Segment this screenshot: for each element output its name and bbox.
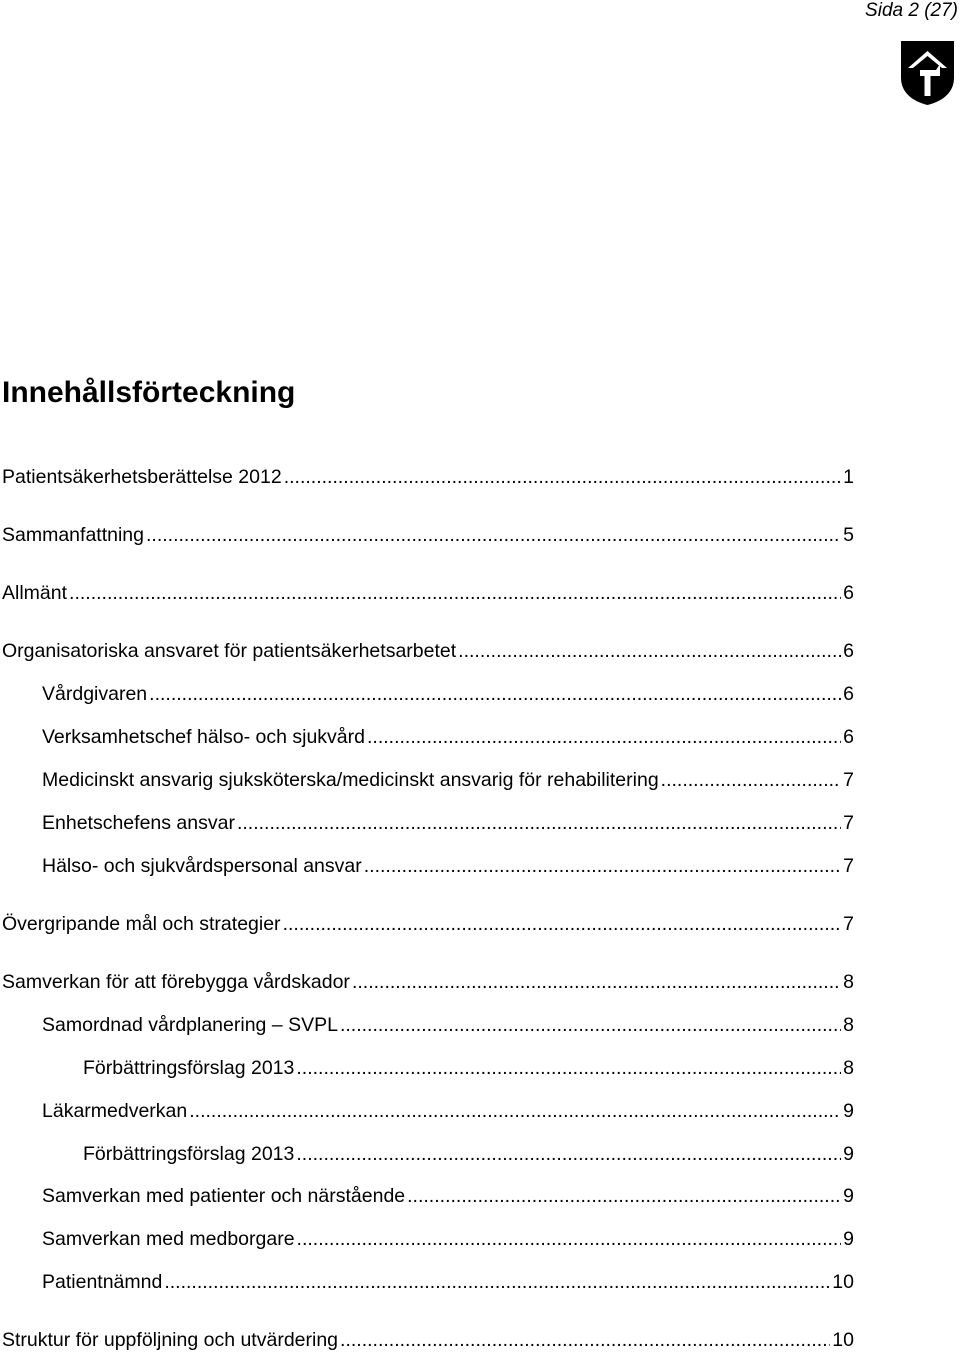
toc-entry[interactable] (42, 683, 854, 709)
toc-entry-title: Struktur för uppföljning och utvärdering (2, 1329, 339, 1351)
toc-leader-dots (407, 1185, 841, 1208)
toc-leader-dots (296, 1057, 841, 1080)
toc-leader-dots (283, 913, 842, 936)
toc-entry-title: Hälso- och sjukvårdspersonal ansvar (42, 855, 362, 877)
toc-leader-dots (661, 769, 841, 792)
toc-leader-dots (297, 1228, 842, 1251)
toc-entry-page: 9 (843, 1143, 854, 1165)
toc-entry-page: 6 (843, 683, 854, 705)
toc-entry[interactable] (42, 1100, 854, 1126)
toc-entry-title: Läkarmedverkan (42, 1100, 188, 1122)
toc-entry[interactable] (42, 726, 854, 752)
toc-leader-dots (189, 1100, 841, 1123)
toc-entry-title: Samverkan med patienter och närstående (42, 1185, 406, 1207)
toc-entry-page: 9 (843, 1185, 854, 1207)
toc-entry-page: 9 (843, 1100, 854, 1122)
toc-heading: Innehållsförteckning (2, 376, 296, 409)
toc-entry-title: Allmänt (2, 582, 68, 604)
toc-entry-title: Organisatoriska ansvaret för patientsäkerhetsarbetet (2, 640, 457, 662)
toc-leader-dots (69, 582, 841, 605)
toc-entry[interactable] (42, 1228, 854, 1254)
toc-entry[interactable] (2, 524, 854, 550)
toc-entry[interactable] (2, 582, 854, 608)
toc-entry[interactable] (2, 913, 854, 939)
toc-leader-dots (296, 1143, 841, 1166)
toc-entry-page: 7 (843, 855, 854, 877)
toc-entry-title: Verksamhetschef hälso- och sjukvård (42, 726, 365, 748)
toc-leader-dots (340, 1014, 841, 1037)
toc-entry-page: 6 (843, 726, 854, 748)
toc-leader-dots (352, 971, 841, 994)
toc-leader-dots (149, 683, 841, 706)
toc-entry-title: Övergripande mål och strategier (2, 913, 281, 935)
toc-entry[interactable] (42, 812, 854, 838)
toc-entry-title: Enhetschefens ansvar (42, 812, 235, 834)
toc-entry-page: 1 (843, 466, 854, 488)
toc-entry-page: 5 (843, 524, 854, 546)
toc-leader-dots (367, 726, 841, 749)
toc-entry-title: Samverkan för att förebygga vårdskador (2, 971, 350, 993)
toc-entry-title: Sammanfattning (2, 524, 144, 546)
toc-leader-dots (340, 1329, 830, 1352)
toc-entry[interactable] (83, 1057, 854, 1083)
toc-entry-title: Förbättringsförslag 2013 (83, 1057, 295, 1079)
toc-entry-title: Patientnämnd (42, 1271, 163, 1293)
toc-leader-dots (364, 855, 841, 878)
toc-entry-title: Samordnad vårdplanering – SVPL (42, 1014, 338, 1036)
toc-entry[interactable] (83, 1143, 854, 1169)
toc-entry-page: 7 (843, 769, 854, 791)
toc-entry[interactable] (2, 1329, 854, 1355)
page-number: Sida 2 (27) (865, 0, 958, 21)
toc-entry-page: 7 (843, 812, 854, 834)
toc-entry-page: 8 (843, 971, 854, 993)
toc-entry-title: Vårdgivaren (42, 683, 148, 705)
toc-entry[interactable] (2, 466, 854, 492)
toc-leader-dots (146, 524, 841, 547)
toc-entry[interactable] (2, 971, 854, 997)
toc-entry-title: Förbättringsförslag 2013 (83, 1143, 295, 1165)
toc-entry[interactable] (42, 1014, 854, 1040)
toc-entry-page: 6 (843, 582, 854, 604)
toc-entry-page: 9 (843, 1228, 854, 1250)
toc-leader-dots (284, 466, 841, 489)
toc-entry[interactable] (42, 1185, 854, 1211)
toc-entry-page: 10 (832, 1329, 854, 1351)
toc-entry[interactable] (42, 855, 854, 881)
municipal-coat-of-arms-icon (900, 40, 955, 106)
toc-entry-page: 6 (843, 640, 854, 662)
toc-entry-title: Medicinskt ansvarig sjuksköterska/medicinskt ansvarig för rehabilitering (42, 769, 659, 791)
toc-entry-title: Patientsäkerhetsberättelse 2012 (2, 466, 282, 488)
toc-entry-page: 7 (843, 913, 854, 935)
toc-entry[interactable] (42, 1271, 854, 1297)
toc-entry-title: Samverkan med medborgare (42, 1228, 295, 1250)
toc-leader-dots (237, 812, 841, 835)
toc-leader-dots (164, 1271, 830, 1294)
toc-entry[interactable] (2, 640, 854, 666)
toc-entry-page: 8 (843, 1014, 854, 1036)
toc-leader-dots (458, 640, 841, 663)
toc-entry-page: 10 (832, 1271, 854, 1293)
toc-entry-page: 8 (843, 1057, 854, 1079)
toc-entry[interactable] (42, 769, 854, 795)
